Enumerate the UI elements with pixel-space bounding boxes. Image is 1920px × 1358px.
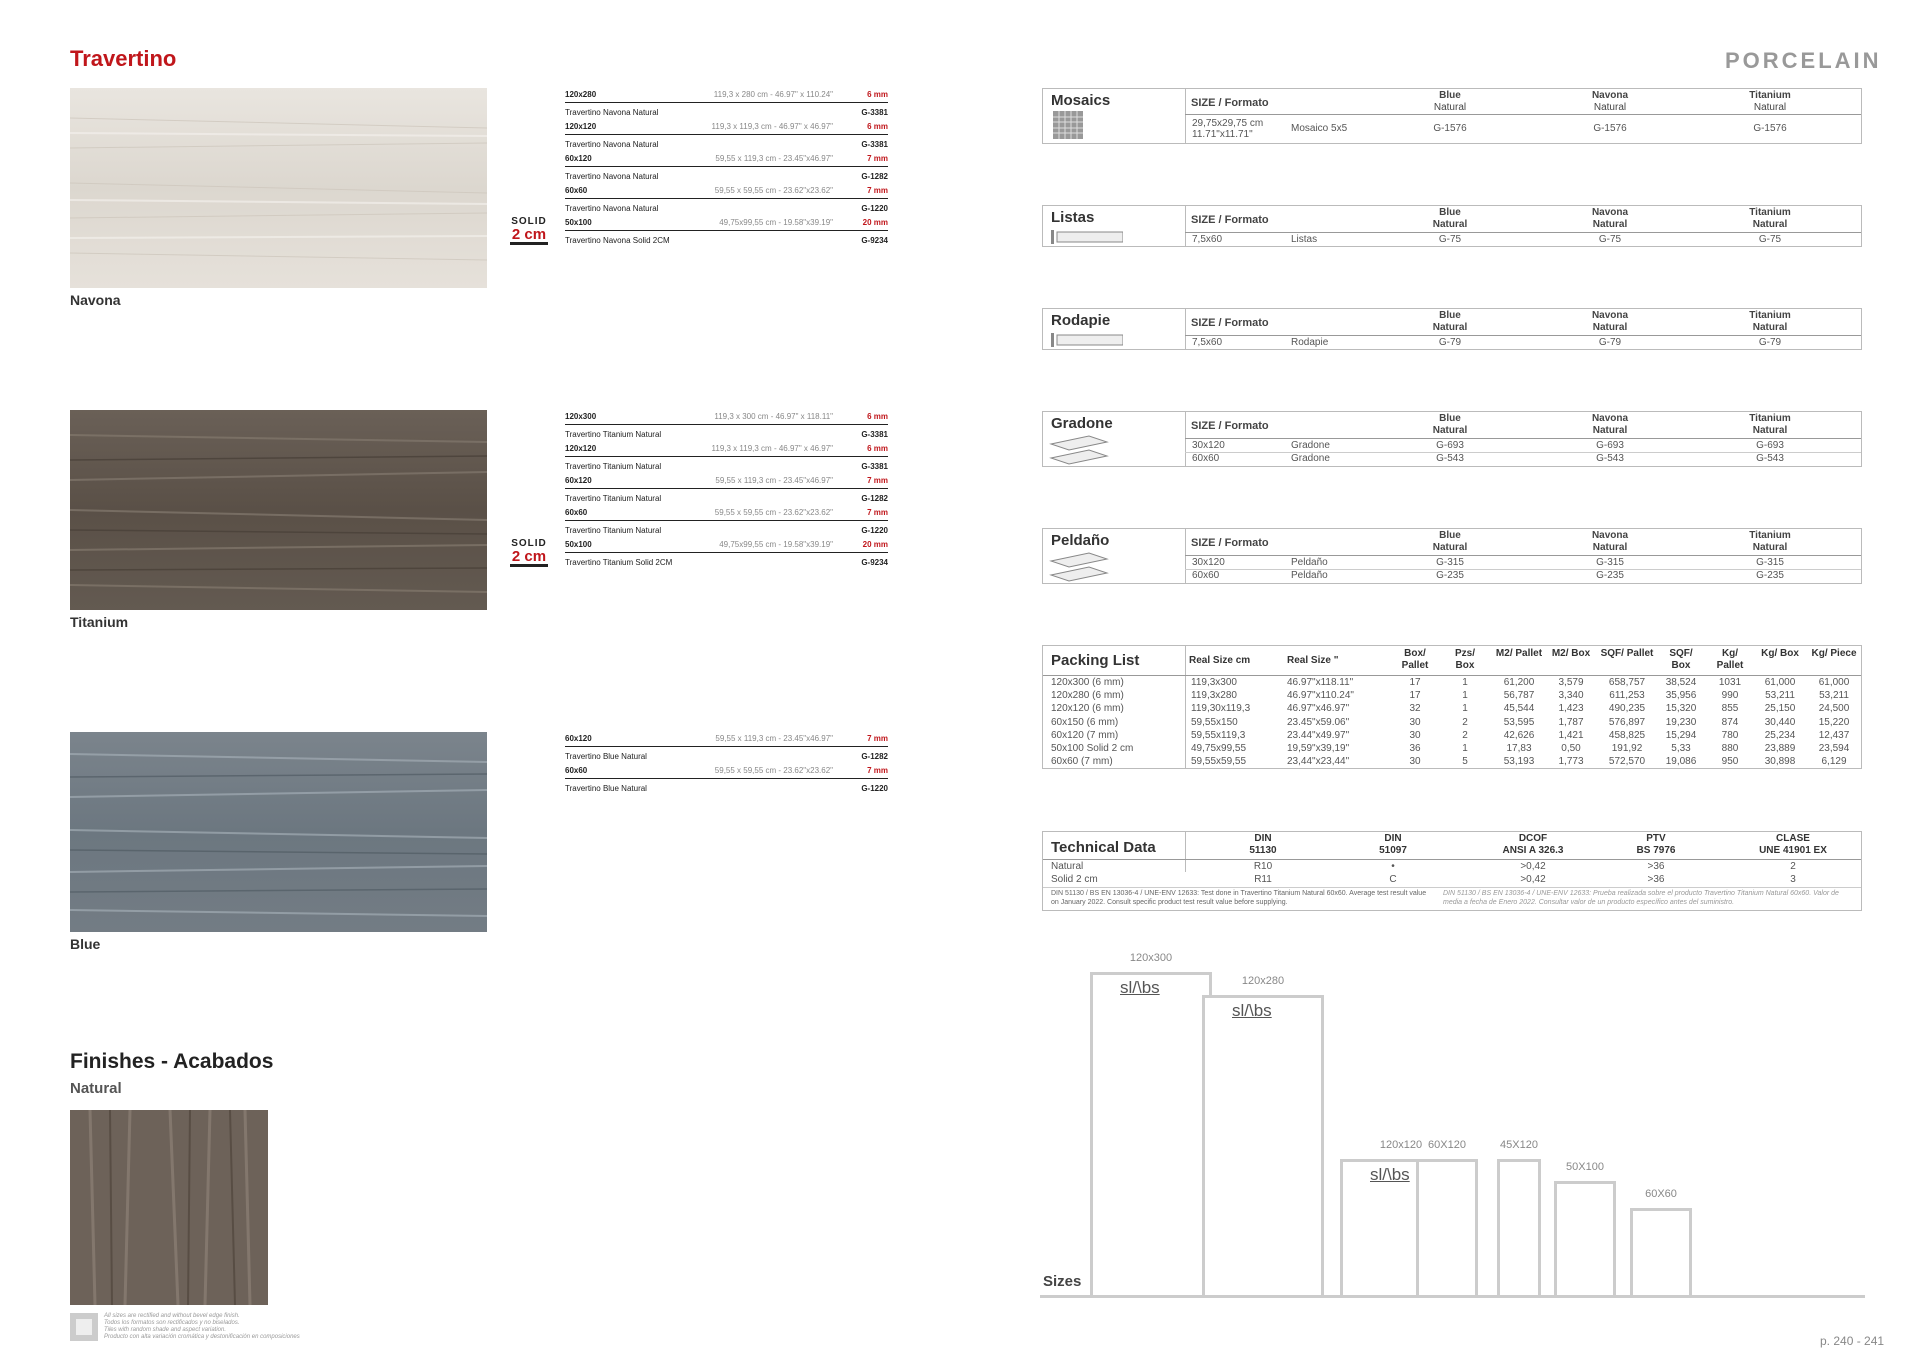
packing-cell: 53,211 [1819, 690, 1849, 702]
slab-size-label: 60X120 [1428, 1139, 1466, 1151]
packing-cell: 25,150 [1764, 703, 1796, 715]
packing-cell: 6,129 [1821, 756, 1847, 768]
col-blue: Blue Natural [1432, 413, 1468, 436]
slab-size-label: 60X60 [1645, 1188, 1677, 1200]
slab-size-label: 50X100 [1566, 1161, 1604, 1173]
gradone-table [1042, 411, 1862, 467]
rodapie-table [1042, 308, 1862, 350]
sizes-title: Sizes [1043, 1273, 1082, 1290]
row-code: G-235 [1756, 570, 1784, 581]
packing-cell: 23.44"x49.97" [1287, 729, 1350, 741]
spec-product-row: Travertino Titanium Solid 2CM G-9234 [565, 558, 888, 567]
packing-cell: 56,787 [1503, 690, 1535, 702]
packing-cell: 2 [1462, 729, 1468, 741]
col-titanium: Titanium Natural [1749, 90, 1791, 113]
col-blue: Blue Natural [1433, 90, 1467, 113]
slab-size-label: 120x280 [1241, 975, 1285, 987]
packing-cell: 24,500 [1818, 703, 1850, 715]
tech-row-label: Solid 2 cm [1051, 874, 1098, 885]
spec-size-row: 60x60 59,55 x 59,55 cm - 23.62"x23.62" 7 mm [565, 507, 888, 523]
tech-header: DCOF ANSI A 326.3 [1502, 833, 1564, 856]
packing-cell: 30 [1409, 716, 1421, 728]
packing-cell: 42,626 [1503, 729, 1535, 741]
packing-cell: 17,83 [1506, 743, 1532, 754]
slab-size-label: 120x300 [1129, 952, 1173, 964]
packing-cell: 12,437 [1818, 729, 1850, 741]
packing-cell: 572,570 [1608, 756, 1646, 768]
packing-cell: 2 [1462, 716, 1468, 728]
col-titanium: Titanium Natural [1749, 530, 1791, 553]
row-size: 7,5x60 [1192, 234, 1223, 245]
packing-cell: 490,235 [1608, 703, 1646, 715]
technical-title: Technical Data [1051, 839, 1156, 856]
packing-cell: 458,825 [1608, 729, 1646, 741]
size-header: SIZE / Formato [1191, 317, 1269, 329]
col-titanium: Titanium Natural [1749, 310, 1791, 333]
packing-cell: 874 [1721, 716, 1739, 728]
mosaics-table [1042, 88, 1862, 144]
tech-cell: >36 [1647, 874, 1665, 885]
row-code: G-79 [1598, 337, 1622, 348]
packing-cell: 30 [1409, 756, 1421, 768]
packing-row-label: 120x280 (6 mm) [1051, 690, 1124, 702]
packing-row-label: 60x120 (7 mm) [1051, 729, 1119, 741]
solid-thickness: 2 cm [511, 548, 547, 565]
row-size: 30x120 [1192, 440, 1225, 451]
packing-cell: 30 [1409, 729, 1421, 741]
packing-cell: 32 [1409, 703, 1421, 715]
row-code: G-75 [1598, 234, 1622, 245]
spec-size-row: 120x120 119,3 x 119,3 cm - 46.97" x 46.97" 6 mm [565, 443, 888, 459]
solid-label: SOLID [511, 538, 547, 549]
packing-cell: 53,193 [1503, 756, 1535, 768]
navona-spec-table [565, 89, 888, 249]
rodapie-icon [1051, 333, 1123, 347]
row-code: G-693 [1756, 440, 1784, 451]
packing-cell: 0,50 [1561, 743, 1581, 754]
packing-cell: 1,787 [1558, 716, 1584, 728]
pl-header: Kg/ Piece [1811, 648, 1857, 659]
packing-list-table [1042, 645, 1862, 769]
packing-cell: 15,220 [1818, 716, 1850, 728]
packing-cell: 59,55x59,55 [1191, 756, 1247, 768]
row-code: G-79 [1758, 337, 1782, 348]
slab-size-label: 45X120 [1500, 1139, 1538, 1151]
row-code: G-543 [1596, 453, 1624, 464]
pl-header: Pzs/ Box [1454, 648, 1475, 671]
spec-product-row: Travertino Titanium Natural G-3381 [565, 430, 888, 439]
footnote: All sizes are rectified and without bevel edge finish. Todos los formatos son rectificados y no biselados. Tiles with random shade and aspect variation. Producto con alta variación cromática y destonificación en composiciones [104, 1313, 300, 1340]
packing-cell: 36 [1409, 743, 1421, 754]
size-header: SIZE / Formato [1191, 537, 1269, 549]
packing-cell: 3,340 [1558, 690, 1584, 702]
packing-cell: 780 [1721, 729, 1739, 741]
tech-cell: 3 [1790, 874, 1796, 885]
solid-thickness: 2 cm [511, 226, 547, 243]
packing-cell: 23,594 [1818, 743, 1850, 754]
col-navona: Navona Natural [1591, 90, 1629, 113]
packing-cell: 38,524 [1665, 677, 1697, 688]
row-code: G-693 [1436, 440, 1464, 451]
pl-header: M2/ Pallet [1495, 648, 1543, 659]
row-code: G-235 [1596, 570, 1624, 581]
packing-cell: 119,30x119,3 [1191, 703, 1251, 715]
mosaics-title: Mosaics [1051, 92, 1111, 109]
row-name: Peldaño [1291, 570, 1328, 581]
packing-cell: 17 [1409, 677, 1421, 688]
spec-product-row: Travertino Titanium Natural G-1220 [565, 526, 888, 535]
spec-product-row: Travertino Titanium Natural G-3381 [565, 462, 888, 471]
blue-spec-table [565, 733, 888, 797]
gradone-title: Gradone [1051, 415, 1113, 432]
pl-header: Real Size cm [1189, 655, 1251, 666]
row-code: G-315 [1756, 557, 1784, 568]
peldano-title: Peldaño [1051, 532, 1110, 549]
spec-product-row: Travertino Navona Solid 2CM G-9234 [565, 236, 888, 245]
spec-product-row: Travertino Navona Natural G-1220 [565, 204, 888, 213]
packing-cell: 119,3x300 [1191, 677, 1237, 688]
slabs-logo: sl/\bs [1232, 1001, 1272, 1020]
page-title: Travertino [70, 46, 177, 71]
tech-header: DIN 51097 [1379, 833, 1407, 856]
tech-cell: >36 [1647, 861, 1665, 872]
tech-cell: C [1389, 874, 1397, 885]
navona-solid-badge [510, 217, 548, 245]
col-blue: Blue Natural [1432, 530, 1468, 553]
packing-row-label: 50x100 Solid 2 cm [1051, 743, 1134, 754]
packing-cell: 23.45"x59.06" [1287, 716, 1350, 728]
gradone-icon [1049, 434, 1111, 466]
spec-size-row: 50x100 49,75x99,55 cm - 19.58"x39.19" 20 mm [565, 539, 888, 555]
packing-cell: 30,440 [1764, 716, 1796, 728]
packing-row-label: 60x60 (7 mm) [1051, 756, 1113, 768]
row-size: 60x60 [1192, 453, 1220, 464]
spec-size-row: 120x280 119,3 x 280 cm - 46.97" x 110.24" 6 mm [565, 89, 888, 105]
packing-cell: 19,086 [1665, 756, 1697, 768]
packing-cell: 25,234 [1764, 729, 1796, 741]
row-name: Gradone [1291, 453, 1330, 464]
packing-cell: 53,211 [1765, 690, 1795, 702]
packing-cell: 5 [1462, 756, 1468, 768]
rodapie-title: Rodapie [1051, 312, 1111, 329]
packing-cell: 3,579 [1558, 677, 1584, 688]
col-titanium: Titanium Natural [1749, 413, 1791, 436]
packing-cell: 61,200 [1503, 677, 1535, 688]
row-size: 60x60 [1192, 570, 1220, 581]
packing-cell: 30,898 [1764, 756, 1796, 768]
titanium-tile-image [70, 410, 487, 610]
tech-cell: R11 [1254, 874, 1272, 885]
slab-45x120 [1497, 1159, 1541, 1295]
technical-data-table [1042, 831, 1862, 911]
row-size: 7,5x60 [1192, 337, 1223, 348]
packing-title: Packing List [1051, 652, 1140, 669]
pl-header: SQF/ Pallet [1600, 648, 1654, 659]
packing-cell: 191,92 [1611, 743, 1643, 754]
slab-60x120 [1416, 1159, 1478, 1295]
col-navona: Navona Natural [1591, 310, 1629, 333]
packing-cell: 53,595 [1503, 716, 1535, 728]
row-code: G-1576 [1753, 123, 1787, 134]
spec-product-row: Travertino Blue Natural G-1282 [565, 752, 888, 761]
tech-cell: >0,42 [1520, 874, 1546, 885]
packing-cell: 15,320 [1665, 703, 1697, 715]
row-code: G-693 [1596, 440, 1624, 451]
listas-title: Listas [1051, 209, 1095, 226]
col-navona: Navona Natural [1591, 530, 1629, 553]
col-titanium: Titanium Natural [1749, 207, 1791, 230]
packing-cell: 1 [1462, 743, 1468, 754]
packing-cell: 45,544 [1503, 703, 1535, 715]
listas-icon [1051, 230, 1123, 244]
row-code: G-315 [1436, 557, 1464, 568]
spec-size-row: 60x60 59,55 x 59,55 cm - 23.62"x23.62" 7 mm [565, 765, 888, 781]
tech-header: DIN 51130 [1249, 833, 1277, 856]
slab-120x300 [1090, 972, 1212, 1295]
spec-size-row: 120x120 119,3 x 119,3 cm - 46.97" x 46.97" 6 mm [565, 121, 888, 137]
packing-cell: 855 [1721, 703, 1739, 715]
mosaic-icon [1053, 111, 1083, 139]
row-code: G-315 [1596, 557, 1624, 568]
brand-label: PORCELAIN [1725, 48, 1882, 73]
tech-note-en: DIN 51130 / BS EN 13036-4 / UNE-ENV 12633: Test done in Travertino Titanium Natural 60x60. Average test result value on January 2022. Consult specific product test result value before supplying. [1051, 890, 1427, 906]
tech-cell: • [1391, 861, 1395, 872]
tech-cell: 2 [1790, 861, 1796, 872]
row-code: G-79 [1438, 337, 1462, 348]
packing-cell: 658,757 [1608, 677, 1646, 688]
row-name: Peldaño [1291, 557, 1328, 568]
titanium-spec-table [565, 411, 888, 571]
navona-caption: Navona [70, 292, 121, 308]
slab-size-label: 120x120 [1379, 1139, 1423, 1151]
solid-label: SOLID [511, 216, 547, 227]
page-number: p. 240 - 241 [1820, 1334, 1885, 1348]
tech-cell: >0,42 [1520, 861, 1546, 872]
col-blue: Blue Natural [1432, 207, 1468, 230]
packing-cell: 611,253 [1609, 690, 1645, 702]
listas-table [1042, 205, 1862, 247]
row-code: G-75 [1758, 234, 1782, 245]
tech-note-es: DIN 51130 / BS EN 13036-4 / UNE-ENV 12633: Prueba realizada sobre el producto Travertino Titanium Natural 60x60. Valor de media a fecha de Enero 2022. Consultar valor de un producto específico antes del suministro. [1443, 890, 1839, 906]
col-navona: Navona Natural [1591, 413, 1629, 436]
blue-tile-image [70, 732, 487, 932]
titanium-caption: Titanium [70, 614, 129, 630]
pl-header: SQF/ Box [1669, 648, 1693, 671]
packing-cell: 990 [1721, 690, 1739, 702]
slab-60x60 [1630, 1208, 1692, 1295]
packing-cell: 17 [1409, 690, 1421, 702]
packing-cell: 1,423 [1558, 703, 1584, 715]
packing-row-label: 60x150 (6 mm) [1051, 716, 1119, 728]
finishes-subtitle: Natural [70, 1080, 122, 1097]
packing-cell: 950 [1721, 756, 1739, 768]
slabs-logo: sl/\bs [1120, 978, 1160, 997]
packing-cell: 119,3x280 [1191, 690, 1237, 702]
spec-product-row: Travertino Titanium Natural G-1282 [565, 494, 888, 503]
tech-row-label: Natural [1051, 861, 1084, 872]
spec-product-row: Travertino Blue Natural G-1220 [565, 784, 888, 793]
packing-cell: 23,889 [1764, 743, 1796, 754]
packing-row-label: 120x300 (6 mm) [1051, 677, 1124, 688]
col-navona: Navona Natural [1591, 207, 1629, 230]
pl-header: Kg/ Pallet [1716, 648, 1744, 671]
tech-header: CLASE UNE 41901 EX [1759, 833, 1827, 856]
peldano-table [1042, 528, 1862, 584]
slab-50x100 [1554, 1181, 1616, 1295]
row-size: 29,75x29,75 cm [1192, 118, 1264, 129]
packing-row-label: 120x120 (6 mm) [1051, 703, 1124, 715]
spec-size-row: 120x300 119,3 x 300 cm - 46.97" x 118.11" 6 mm [565, 411, 888, 427]
row-name: Listas [1291, 234, 1318, 245]
packing-cell: 1 [1462, 677, 1468, 688]
peldano-icon [1049, 551, 1111, 583]
packing-cell: 46.97"x118.11" [1287, 677, 1354, 688]
packing-cell: 19,59"x39,19" [1287, 743, 1350, 754]
row-size-inch: 11.71"x11.71" [1192, 129, 1253, 140]
packing-cell: 5,33 [1671, 743, 1691, 754]
spec-product-row: Travertino Navona Natural G-1282 [565, 172, 888, 181]
slab-120x280 [1202, 995, 1324, 1295]
spec-size-row: 60x120 59,55 x 119,3 cm - 23.45"x46.97" 7 mm [565, 153, 888, 169]
packing-cell: 576,897 [1608, 716, 1646, 728]
rectified-icon [70, 1313, 98, 1341]
packing-cell: 1,773 [1558, 756, 1584, 768]
packing-cell: 880 [1721, 743, 1739, 754]
packing-cell: 49,75x99,55 [1191, 743, 1247, 754]
packing-cell: 1 [1462, 690, 1468, 702]
slabs-logo: sl/\bs [1370, 1165, 1410, 1184]
packing-cell: 46.97"x46.97" [1287, 703, 1350, 715]
spec-size-row: 60x120 59,55 x 119,3 cm - 23.45"x46.97" 7 mm [565, 733, 888, 749]
packing-cell: 46.97"x110.24" [1287, 690, 1354, 702]
pl-header: M2/ Box [1551, 648, 1591, 659]
packing-cell: 61,000 [1764, 677, 1796, 688]
spec-product-row: Travertino Navona Natural G-3381 [565, 140, 888, 149]
finish-natural-swatch [70, 1110, 268, 1305]
titanium-solid-badge [510, 539, 548, 567]
spec-size-row: 60x60 59,55 x 59,55 cm - 23.62"x23.62" 7 mm [565, 185, 888, 201]
row-code: G-543 [1436, 453, 1464, 464]
spec-size-row: 60x120 59,55 x 119,3 cm - 23.45"x46.97" 7 mm [565, 475, 888, 491]
row-code: G-1576 [1433, 123, 1467, 134]
sizes-diagram [1040, 925, 1865, 1300]
row-name: Gradone [1291, 440, 1330, 451]
packing-cell: 1 [1462, 703, 1468, 715]
col-blue: Blue Natural [1432, 310, 1468, 333]
row-code: G-1576 [1593, 123, 1627, 134]
packing-cell: 1031 [1718, 677, 1742, 688]
tech-cell: R10 [1253, 861, 1273, 872]
row-code: G-235 [1436, 570, 1464, 581]
packing-cell: 35,956 [1665, 690, 1697, 702]
pl-header: Kg/ Box [1761, 648, 1799, 659]
packing-cell: 23,44"x23,44" [1287, 756, 1350, 768]
row-code: G-75 [1438, 234, 1462, 245]
row-name: Mosaico 5x5 [1291, 123, 1348, 134]
packing-cell: 59,55x150 [1191, 716, 1238, 728]
pl-header: Box/ Pallet [1401, 648, 1429, 671]
navona-tile-image [70, 88, 487, 288]
blue-caption: Blue [70, 936, 101, 952]
row-size: 30x120 [1192, 557, 1225, 568]
packing-cell: 19,230 [1665, 716, 1697, 728]
pl-header: Real Size " [1287, 655, 1339, 666]
finishes-title: Finishes - Acabados [70, 1050, 274, 1073]
packing-cell: 59,55x119,3 [1191, 729, 1246, 741]
size-header: SIZE / Formato [1191, 420, 1269, 432]
tech-header: PTV BS 7976 [1636, 833, 1676, 856]
row-name: Rodapie [1291, 337, 1329, 348]
spec-size-row: 50x100 49,75x99,55 cm - 19.58"x39.19" 20 mm [565, 217, 888, 233]
size-header: SIZE / Formato [1191, 214, 1269, 226]
packing-cell: 15,294 [1665, 729, 1697, 741]
spec-product-row: Travertino Navona Natural G-3381 [565, 108, 888, 117]
packing-cell: 1,421 [1558, 729, 1584, 741]
packing-cell: 61,000 [1818, 677, 1850, 688]
row-code: G-543 [1756, 453, 1784, 464]
size-header: SIZE / Formato [1191, 97, 1269, 109]
